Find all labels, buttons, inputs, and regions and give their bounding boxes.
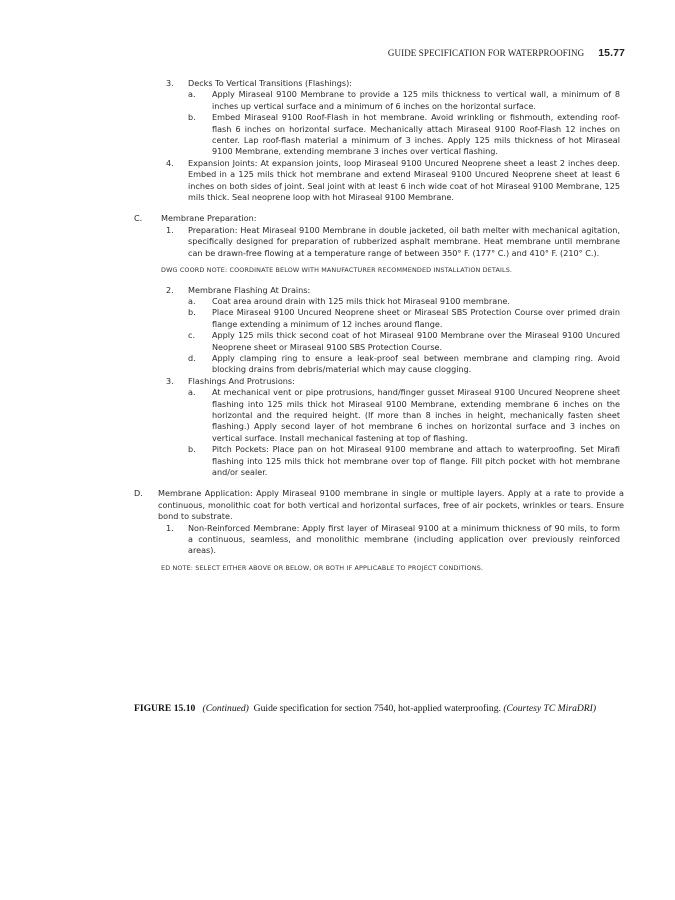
- item-c2: [0, 285, 675, 296]
- caption-courtesy: (Courtesy TC MiraDRI): [503, 703, 597, 714]
- item-text: Flashings And Protrusions:: [188, 375, 295, 386]
- item-c2c: [0, 330, 675, 353]
- item-number: 3.: [166, 78, 174, 88]
- section-letter: D.: [134, 488, 143, 499]
- item-c2b: [0, 307, 675, 330]
- item-text: Embed Miraseal 9100 Roof-Flash in hot membrane. Avoid wrinkling or fishmouth, extending roof-flash 6 inches on horizontal surface. Mechanically attach Miraseal 9100 Roof-Flash 12 inches on center. Lap roof-flash material a minimum of 3 inches. Apply 125 mils thickness of hot Miraseal 9100 Membrane, extending membrane 3 inches over vertical flashing.: [212, 112, 620, 157]
- item-text: Decks To Vertical Transitions (Flashings):: [188, 78, 353, 88]
- item-number: c.: [188, 330, 196, 341]
- item-b3b: [0, 112, 675, 158]
- item-b3: [0, 78, 675, 89]
- item-d1: [0, 523, 675, 557]
- item-text: Apply 125 mils thick second coat of hot Miraseal 9100 Membrane over the Miraseal 9100 Uncured Neoprene sheet or Miraseal 9100 SBS Protection Course.: [212, 330, 620, 352]
- item-b4: [0, 158, 675, 204]
- item-number: b.: [188, 444, 196, 455]
- figure-caption: [134, 703, 624, 715]
- item-number: 1.: [166, 522, 174, 533]
- item-number: 3.: [166, 375, 174, 386]
- item-c2a: [0, 296, 675, 307]
- dwg-coord-note: DWG COORD NOTE: COORDINATE BELOW WITH MANUFACTURER RECOMMENDED INSTALLATION DETAILS.: [161, 266, 513, 275]
- item-text: Place Miraseal 9100 Uncured Neoprene sheet or Miraseal SBS Protection Course over primed drain flange extending a minimum of 12 inches around flange.: [212, 307, 620, 329]
- item-c3b: [0, 444, 675, 478]
- item-text: Pitch Pockets: Place pan on hot Miraseal 9100 membrane and attach to waterproofing. Set Mirafi flashing into 125 mils thick hot membrane over top of flange. Fill pitch pocket with hot membrane and/or sealer.: [212, 444, 620, 477]
- section-heading: Membrane Preparation:: [161, 213, 257, 224]
- caption-text: Guide specification for section 7540, hot-applied waterproofing.: [253, 703, 501, 714]
- caption-continued: (Continued): [202, 703, 249, 714]
- section-text: Membrane Application: Apply Miraseal 9100 membrane in single or multiple layers. Apply at a rate to provide a continuous, monolithic coat for both vertical and horizontal surfaces, free of air pockets, wrinkles or tears. Ensure bond to substrate.: [158, 488, 624, 522]
- item-number: a.: [188, 89, 196, 100]
- item-number: a.: [188, 387, 196, 398]
- item-number: 1.: [166, 224, 174, 235]
- section-letter: C.: [134, 213, 143, 224]
- item-number: a.: [188, 295, 196, 306]
- item-text: Expansion Joints: At expansion joints, loop Miraseal 9100 Uncured Neoprene sheet a least 2 inches deep. Embed in a 125 mils thick hot membrane and extend Miraseal 9100 Uncured Neoprene sheet at least 6 inches on both sides of joint. Seal joint with at least 6 inch wide coat of hot Miraseal 9100 Membrane, 125 mils thick. Seal neoprene loop with hot Miraseal 9100 Membrane.: [188, 157, 620, 203]
- item-c1: [0, 225, 675, 259]
- item-text: Preparation: Heat Miraseal 9100 Membrane in double jacketed, oil bath melter with mechanical agitation, specifically designed for preparation of rubberized asphalt membrane. Heat membrane until membrane can be drawn-free flowing at a temperature range of between 350° F. (177° C.) and 410° F. (210° C.).: [188, 224, 620, 258]
- running-header: [388, 47, 625, 59]
- item-text: Membrane Flashing At Drains:: [188, 284, 311, 295]
- item-c3: [0, 376, 675, 387]
- item-text: Non-Reinforced Membrane: Apply first layer of Miraseal 9100 at a minimum thickness of 90 mils, to form a continuous, seamless, and monolithic membrane (including application over previously reinforced areas).: [188, 522, 620, 556]
- header-title: GUIDE SPECIFICATION FOR WATERPROOFING: [387, 48, 585, 58]
- item-c3a: [0, 387, 675, 444]
- item-text: Apply Miraseal 9100 Membrane to provide a 125 mils thickness to vertical wall, a minimum of 8 inches up vertical surface and a minimum of 6 inches on the horizontal surface.: [212, 89, 620, 111]
- item-text: At mechanical vent or pipe protrusions, hand/finger gusset Miraseal 9100 Uncured Neoprene sheet flashing into 125 mils thick hot Miraseal 9100 Membrane, extending membrane 6 inches on the horizontal and the required height. (If more than 8 inches in height, mechanically fasten sheet flashing.) Apply second layer of hot membrane 6 inches on horizontal surface and 3 inches on vertical surface. Install mechanical fastening at top of flashing.: [212, 387, 620, 443]
- item-b3a: [0, 89, 675, 112]
- figure-label: FIGURE 15.10: [134, 703, 196, 714]
- item-number: b.: [188, 307, 196, 318]
- item-text: Apply clamping ring to ensure a leak-proof seal between membrane and clamping ring. Avoid blocking drains from debris/material which may cause clogging.: [212, 352, 620, 375]
- item-number: 2.: [166, 284, 174, 295]
- item-number: d.: [188, 352, 196, 363]
- item-number: 4.: [166, 157, 174, 168]
- item-text: Coat area around drain with 125 mils thick hot Miraseal 9100 membrane.: [212, 295, 510, 306]
- section-c: [0, 213, 675, 224]
- item-c2d: [0, 353, 675, 376]
- section-d: [0, 488, 675, 522]
- item-number: b.: [188, 112, 196, 123]
- spec-body: [0, 78, 675, 582]
- page-number: 15.77: [598, 47, 625, 59]
- ed-note: ED NOTE: SELECT EITHER ABOVE OR BELOW, OR BOTH IF APPLICABLE TO PROJECT CONDITIONS.: [161, 563, 484, 572]
